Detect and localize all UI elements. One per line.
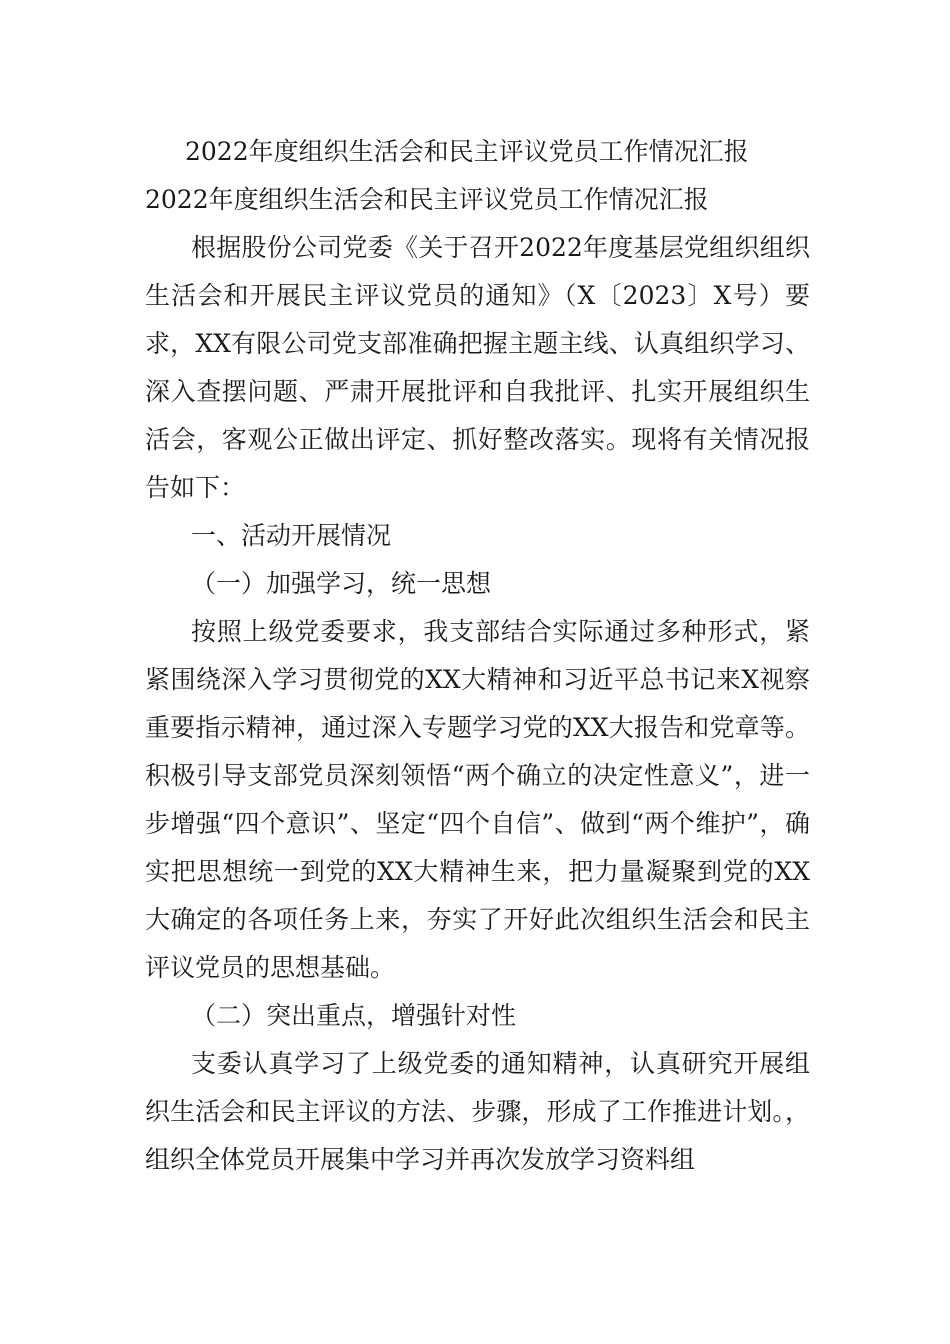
document-subtitle: 2022年度组织生活会和民主评议党员工作情况汇报 xyxy=(145,185,709,214)
document-title: 2022年度组织生活会和民主评议党员工作情况汇报 xyxy=(185,137,749,166)
subsection-body-focus: 支委认真学习了上级党委的通知精神，认真研究开展组织生活会和民主评议的方法、步骤，形成了工作推进计划。，组织全体党员开展集中学习并再次发放学习资料组 xyxy=(145,1049,810,1174)
intro-paragraph: 根据股份公司党委《关于召开2022年度基层党组织组织生活会和开展民主评议党员的通知》（X〔2023〕X号）要求，XX有限公司党支部准确把握主题主线、认真组织学习、深入查摆问题、严肃开展批评和自我批评、扎实开展组织生活会，客观公正做出评定、抓好整改落实。现将有关情况报告如下： xyxy=(145,233,810,502)
section-heading-activities: 一、活动开展情况 xyxy=(191,521,392,550)
subsection-heading-focus: （二）突出重点，增强针对性 xyxy=(191,1001,517,1030)
subsection-body-study: 按照上级党委要求，我支部结合实际通过多种形式，紧紧围绕深入学习贯彻党的XX大精神和习近平总书记来X视察重要指示精神，通过深入专题学习党的XX大报告和党章等。积极引导支部党员深刻领悟“两个确立的决定性意义”，进一步增强“四个意识”、坚定“四个自信”、做到“两个维护”，确实把思想统一到党的XX大精神生来，把力量凝聚到党的XX大确定的各项任务上来，夯实了开好此次组织生活会和民主评议党员的思想基础。 xyxy=(145,617,810,982)
document-body xyxy=(145,128,810,1184)
subsection-heading-study: （一）加强学习，统一思想 xyxy=(191,569,492,598)
